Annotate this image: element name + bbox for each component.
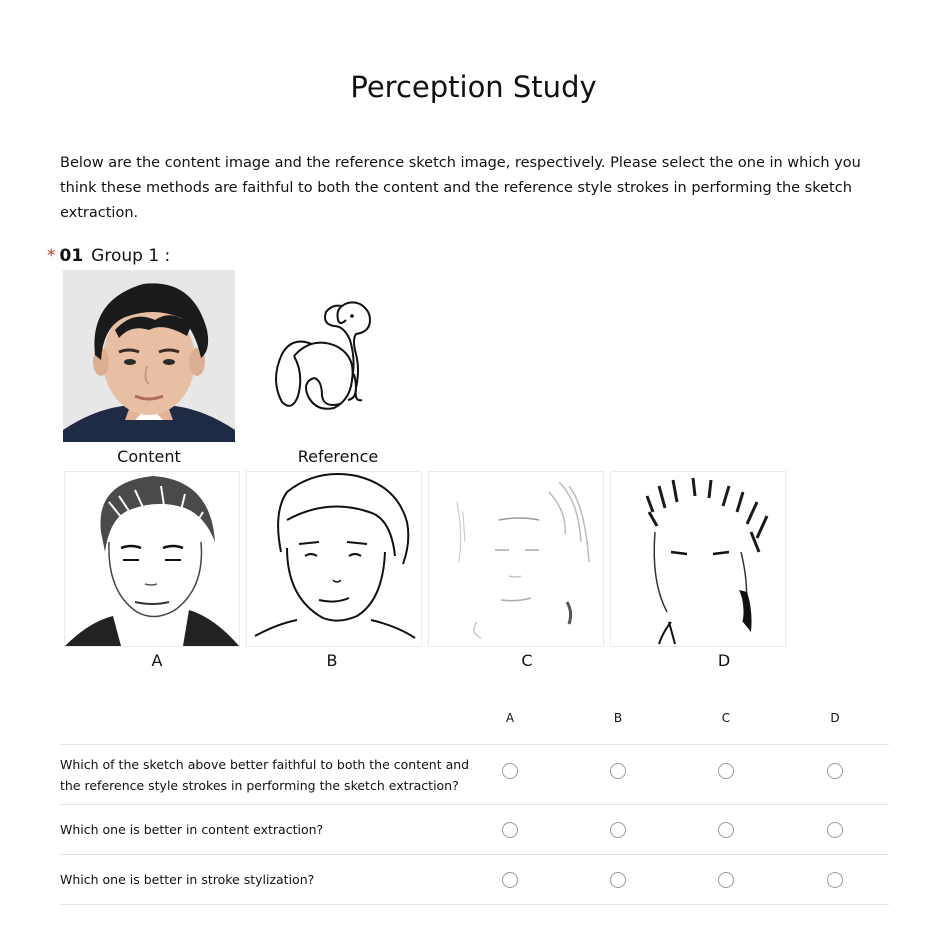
column-header-c: C: [721, 711, 731, 725]
column-header-b: B: [613, 711, 623, 725]
page-title: Perception Study: [350, 70, 597, 104]
required-mark: *: [47, 246, 56, 266]
option-b-image: [246, 471, 422, 647]
radio-row1-c[interactable]: [718, 763, 734, 779]
radio-row1-a[interactable]: [502, 763, 518, 779]
radio-row3-b[interactable]: [610, 872, 626, 888]
matrix-row: [60, 745, 889, 805]
matrix-row-question: Which one is better in stroke stylization?: [60, 872, 315, 887]
option-d-image: [610, 471, 786, 647]
matrix-header: [60, 700, 889, 745]
question-number: 01: [59, 246, 84, 266]
option-b-caption: B: [326, 651, 338, 670]
radio-row2-b[interactable]: [610, 822, 626, 838]
radio-row2-a[interactable]: [502, 822, 518, 838]
matrix-row: [60, 805, 889, 855]
reference-image: [252, 270, 424, 442]
reference-caption: Reference: [297, 447, 379, 466]
matrix-row-question: Which one is better in content extraction?: [60, 822, 324, 837]
radio-row3-c[interactable]: [718, 872, 734, 888]
radio-row1-b[interactable]: [610, 763, 626, 779]
column-header-a: A: [505, 711, 515, 725]
option-c-image: [428, 471, 604, 647]
content-image: [63, 270, 235, 442]
radio-row2-c[interactable]: [718, 822, 734, 838]
option-c-caption: C: [521, 651, 533, 670]
question-header: [47, 246, 170, 266]
option-d-caption: D: [717, 651, 731, 670]
radio-row1-d[interactable]: [827, 763, 843, 779]
radio-row3-a[interactable]: [502, 872, 518, 888]
rating-matrix: [60, 700, 889, 905]
radio-row3-d[interactable]: [827, 872, 843, 888]
radio-row2-d[interactable]: [827, 822, 843, 838]
column-header-d: D: [830, 711, 840, 725]
option-a-image: [64, 471, 240, 647]
content-caption: Content: [117, 447, 181, 466]
intro-text: Below are the content image and the reference sketch image, respectively. Please select the one in which you think these methods are faithful to both the content and the reference style strokes in performing the sketch extraction.: [60, 155, 861, 221]
question-label: Group 1 :: [91, 246, 171, 266]
matrix-row-question: Which of the sketch above better faithful to both the content and the reference style strokes in performing the sketch extraction?: [60, 757, 470, 793]
option-a-caption: A: [151, 651, 163, 670]
matrix-row: [60, 855, 889, 905]
